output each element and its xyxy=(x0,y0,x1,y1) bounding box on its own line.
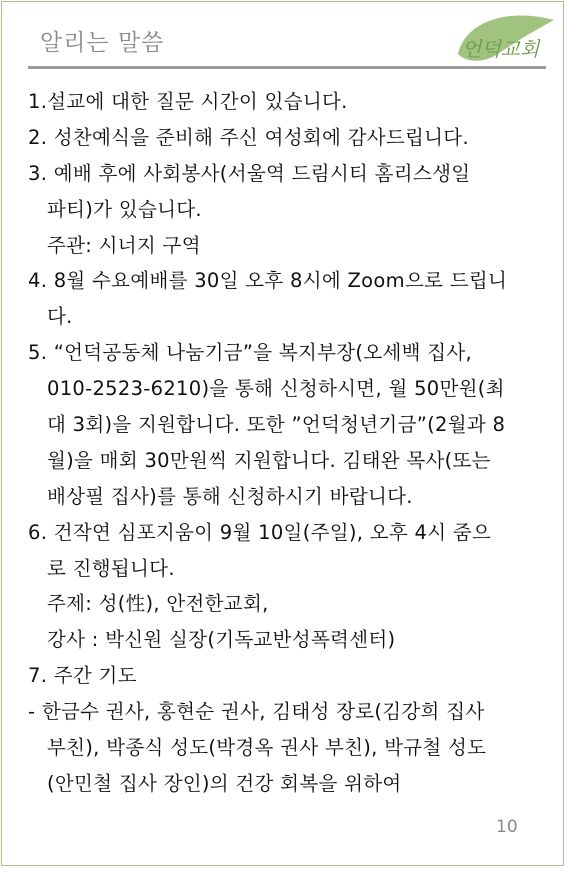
announcement-line: 주제: 성(性), 안전한교회, xyxy=(47,592,269,616)
church-logo xyxy=(448,10,560,68)
announcement-line: 5. “언덕공동체 나눔기금”을 복지부장(오세백 집사, xyxy=(28,341,473,365)
announcement-line: 다. xyxy=(47,305,73,329)
logo-text: 언덕교회 xyxy=(462,37,540,61)
announcement-line: 2. 성찬예식을 준비해 주신 여성회에 감사드립니다. xyxy=(28,125,469,149)
announcement-line: 부친), 박종식 성도(박경옥 권사 부친), 박규철 성도 xyxy=(47,736,487,760)
header-divider xyxy=(28,66,546,69)
announcement-line: 7. 주간 기도 xyxy=(28,664,137,688)
announcement-line: 주관: 시너지 구역 xyxy=(47,233,201,257)
announcement-line: 1.설교에 대한 질문 시간이 있습니다. xyxy=(28,90,348,113)
announcement-line: (안민철 집사 장인)의 건강 회복을 위하여 xyxy=(47,771,402,795)
announcement-line: 파티)가 있습니다. xyxy=(47,197,202,221)
announcement-line: 4. 8월 수요예배를 30일 오후 8시에 Zoom으로 드립니 xyxy=(28,269,508,293)
announcement-line: 강사 : 박신원 실장(기독교반성폭력센터) xyxy=(47,628,396,652)
announcement-line: 010-2523-6210)을 통해 신청하시면, 월 50만원(최 xyxy=(47,377,505,401)
announcement-line: 월)을 매회 30만원씩 지원합니다. 김태완 목사(또는 xyxy=(47,448,491,472)
announcement-line: 배상필 집사)를 통해 신청하시기 바랍니다. xyxy=(47,484,413,508)
announcement-list xyxy=(28,84,543,802)
page-number: 10 xyxy=(496,817,518,837)
announcement-line: 3. 예배 후에 사회봉사(서울역 드림시티 홈리스생일 xyxy=(28,161,471,185)
announcement-line: 로 진행됩니다. xyxy=(47,556,175,580)
announcement-line: 대 3회)을 지원합니다. 또한 ”언덕청년기금”(2월과 8 xyxy=(47,413,506,437)
announcement-line: 6. 건작연 심포지움이 9월 10일(주일), 오후 4시 줌으 xyxy=(28,520,492,544)
page-title: 알리는 말씀 xyxy=(40,30,165,56)
announcement-line: - 한금수 권사, 홍현순 권사, 김태성 장로(김강희 집사 xyxy=(28,700,485,724)
